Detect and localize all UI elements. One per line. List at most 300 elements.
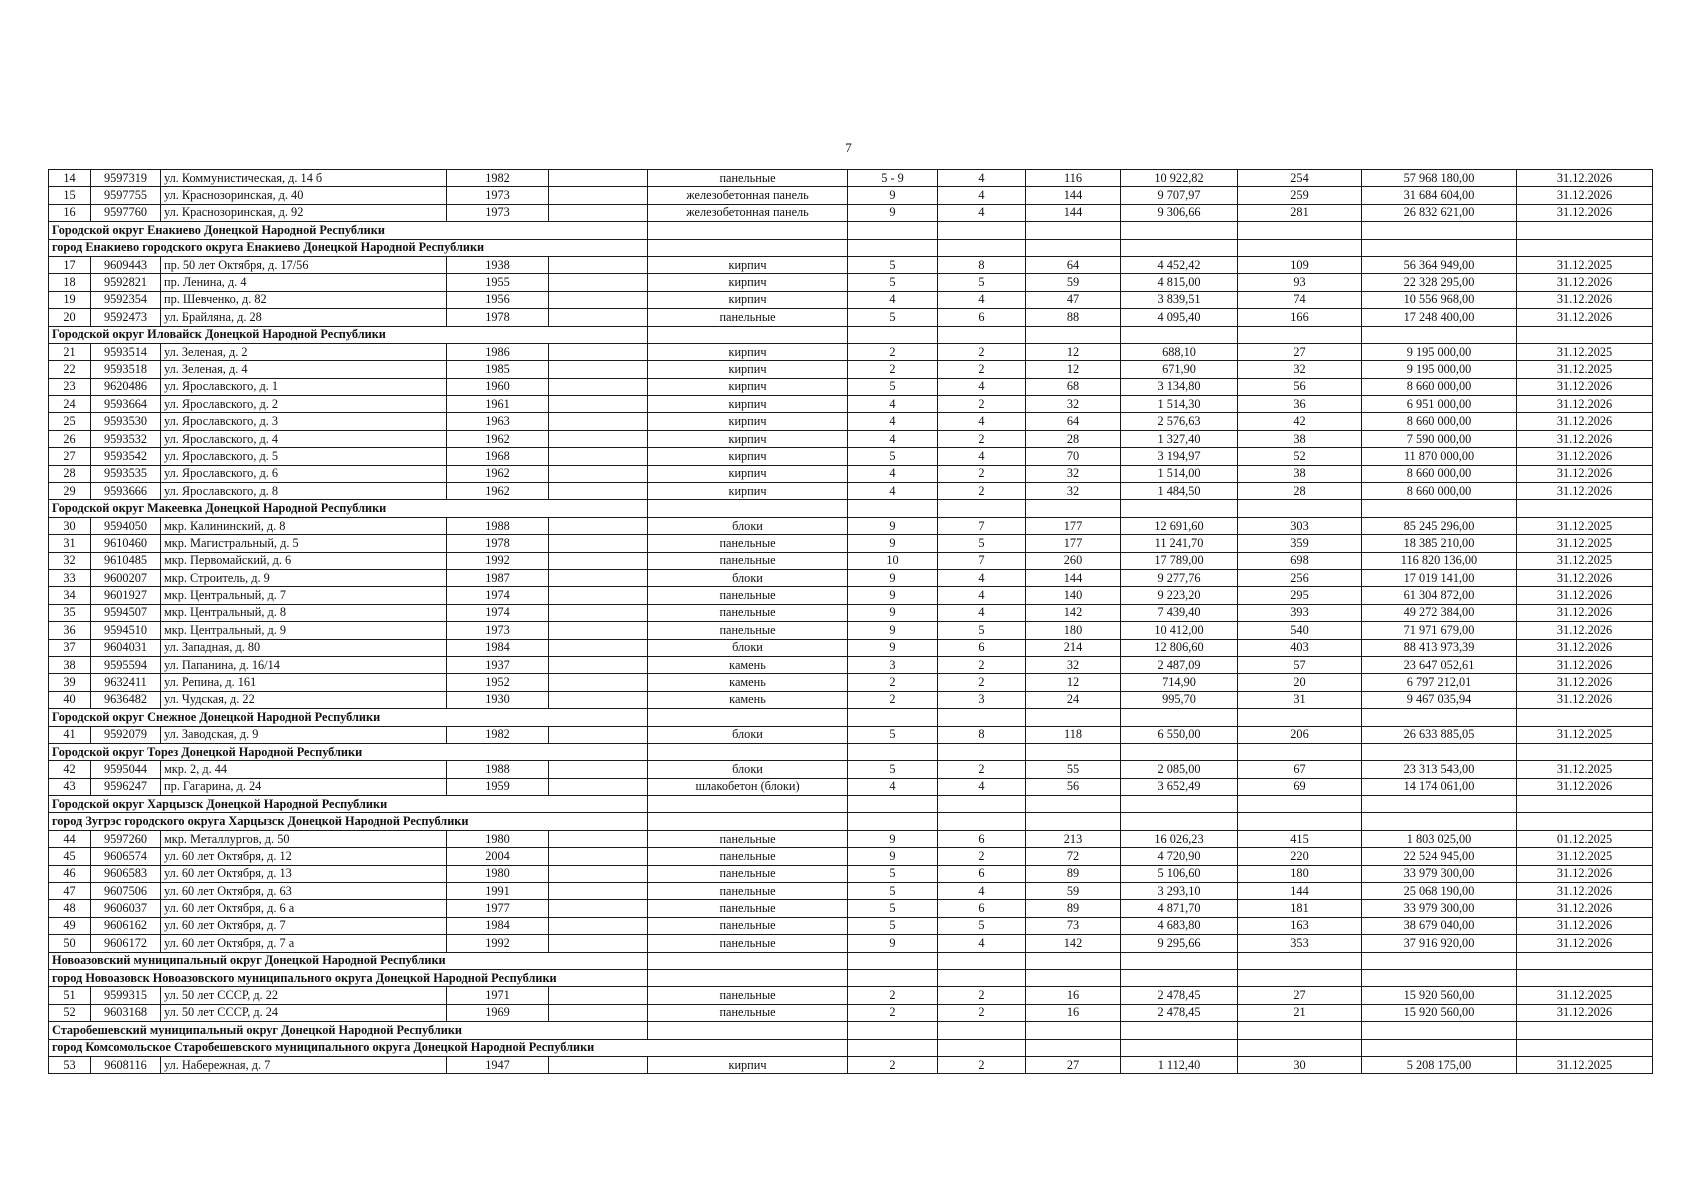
residents-cell: 38 xyxy=(1238,465,1362,482)
cost-cell: 6 951 000,00 xyxy=(1362,396,1517,413)
area-cell: 4 452,42 xyxy=(1121,256,1238,273)
section-title: город Новоазовск Новоазовского муниципального округа Донецкой Народной Республики xyxy=(49,969,648,986)
address-cell: мкр. Металлургов, д. 50 xyxy=(161,830,447,847)
year-built-cell: 1992 xyxy=(447,552,549,569)
year-built-cell: 1963 xyxy=(447,413,549,430)
empty-cell xyxy=(1517,1022,1653,1039)
year-built-cell: 1968 xyxy=(447,448,549,465)
residents-cell: 220 xyxy=(1238,848,1362,865)
row-number-cell: 25 xyxy=(49,413,91,430)
cost-cell: 8 660 000,00 xyxy=(1362,483,1517,500)
object-id-cell: 9610460 xyxy=(91,535,161,552)
area-cell: 688,10 xyxy=(1121,343,1238,360)
residents-cell: 259 xyxy=(1238,187,1362,204)
empty-cell xyxy=(1362,743,1517,760)
area-cell: 11 241,70 xyxy=(1121,535,1238,552)
table-row xyxy=(49,535,1653,552)
address-cell: мкр. Калининский, д. 8 xyxy=(161,517,447,534)
empty-cell xyxy=(1362,239,1517,256)
residents-cell: 393 xyxy=(1238,604,1362,621)
residents-cell: 166 xyxy=(1238,309,1362,326)
blank-cell xyxy=(549,309,648,326)
cost-cell: 31 684 604,00 xyxy=(1362,187,1517,204)
empty-cell xyxy=(938,796,1026,813)
empty-cell xyxy=(848,1039,938,1056)
row-number-cell: 43 xyxy=(49,778,91,795)
entrances-cell: 2 xyxy=(938,1004,1026,1021)
floors-cell: 4 xyxy=(848,396,938,413)
apartments-cell: 12 xyxy=(1026,361,1121,378)
cost-cell: 17 019 141,00 xyxy=(1362,569,1517,586)
entrances-cell: 2 xyxy=(938,674,1026,691)
deadline-cell: 31.12.2026 xyxy=(1517,639,1653,656)
year-built-cell: 1988 xyxy=(447,517,549,534)
empty-cell xyxy=(848,796,938,813)
residents-cell: 42 xyxy=(1238,413,1362,430)
wall-material-cell: кирпич xyxy=(648,396,848,413)
wall-material-cell: панельные xyxy=(648,535,848,552)
deadline-cell: 31.12.2026 xyxy=(1517,448,1653,465)
floors-cell: 9 xyxy=(848,604,938,621)
object-id-cell: 9599315 xyxy=(91,987,161,1004)
apartments-cell: 55 xyxy=(1026,761,1121,778)
section-row xyxy=(49,1022,1653,1039)
floors-cell: 5 xyxy=(848,761,938,778)
row-number-cell: 14 xyxy=(49,170,91,187)
residents-cell: 21 xyxy=(1238,1004,1362,1021)
area-cell: 9 295,66 xyxy=(1121,935,1238,952)
apartments-cell: 180 xyxy=(1026,622,1121,639)
empty-cell xyxy=(1517,969,1653,986)
blank-cell xyxy=(549,204,648,221)
object-id-cell: 9606574 xyxy=(91,848,161,865)
empty-cell xyxy=(1026,969,1121,986)
residents-cell: 256 xyxy=(1238,569,1362,586)
cost-cell: 38 679 040,00 xyxy=(1362,917,1517,934)
blank-cell xyxy=(549,343,648,360)
wall-material-cell: камень xyxy=(648,674,848,691)
empty-cell xyxy=(1121,1022,1238,1039)
deadline-cell: 31.12.2026 xyxy=(1517,378,1653,395)
blank-cell xyxy=(549,361,648,378)
apartments-cell: 32 xyxy=(1026,396,1121,413)
deadline-cell: 31.12.2025 xyxy=(1517,761,1653,778)
table-row xyxy=(49,274,1653,291)
section-row xyxy=(49,326,1653,343)
address-cell: ул. Зеленая, д. 4 xyxy=(161,361,447,378)
entrances-cell: 2 xyxy=(938,430,1026,447)
section-row xyxy=(49,239,1653,256)
empty-cell xyxy=(1238,813,1362,830)
residents-cell: 109 xyxy=(1238,256,1362,273)
residents-cell: 540 xyxy=(1238,622,1362,639)
entrances-cell: 4 xyxy=(938,291,1026,308)
area-cell: 3 293,10 xyxy=(1121,883,1238,900)
deadline-cell: 31.12.2026 xyxy=(1517,778,1653,795)
apartments-cell: 144 xyxy=(1026,204,1121,221)
cost-cell: 8 660 000,00 xyxy=(1362,465,1517,482)
deadline-cell: 31.12.2026 xyxy=(1517,900,1653,917)
wall-material-cell: камень xyxy=(648,656,848,673)
address-cell: мкр. 2, д. 44 xyxy=(161,761,447,778)
apartments-cell: 12 xyxy=(1026,343,1121,360)
section-title: Старобешевский муниципальный округ Донецкой Народной Республики xyxy=(49,1022,648,1039)
deadline-cell: 31.12.2026 xyxy=(1517,865,1653,882)
object-id-cell: 9593664 xyxy=(91,396,161,413)
apartments-cell: 16 xyxy=(1026,987,1121,1004)
table-body xyxy=(49,170,1653,1074)
object-id-cell: 9593666 xyxy=(91,483,161,500)
cost-cell: 49 272 384,00 xyxy=(1362,604,1517,621)
empty-cell xyxy=(1238,1039,1362,1056)
wall-material-cell: блоки xyxy=(648,761,848,778)
section-title: город Енакиево городского округа Енакиево Донецкой Народной Республики xyxy=(49,239,648,256)
entrances-cell: 5 xyxy=(938,274,1026,291)
residents-cell: 698 xyxy=(1238,552,1362,569)
object-id-cell: 9597760 xyxy=(91,204,161,221)
address-cell: мкр. Магистральный, д. 5 xyxy=(161,535,447,552)
blank-cell xyxy=(549,691,648,708)
section-title: Новоазовский муниципальный округ Донецкой Народной Республики xyxy=(49,952,648,969)
residents-cell: 30 xyxy=(1238,1056,1362,1073)
empty-cell xyxy=(648,969,848,986)
empty-cell xyxy=(1026,952,1121,969)
deadline-cell: 31.12.2026 xyxy=(1517,413,1653,430)
empty-cell xyxy=(1362,796,1517,813)
floors-cell: 4 xyxy=(848,291,938,308)
object-id-cell: 9596247 xyxy=(91,778,161,795)
row-number-cell: 30 xyxy=(49,517,91,534)
entrances-cell: 2 xyxy=(938,465,1026,482)
address-cell: ул. 60 лет Октября, д. 13 xyxy=(161,865,447,882)
floors-cell: 5 xyxy=(848,917,938,934)
empty-cell xyxy=(1026,1039,1121,1056)
deadline-cell: 31.12.2026 xyxy=(1517,309,1653,326)
empty-cell xyxy=(1362,222,1517,239)
deadline-cell: 31.12.2026 xyxy=(1517,674,1653,691)
empty-cell xyxy=(1517,222,1653,239)
area-cell: 3 194,97 xyxy=(1121,448,1238,465)
area-cell: 2 478,45 xyxy=(1121,987,1238,1004)
year-built-cell: 1938 xyxy=(447,256,549,273)
section-title: город Комсомольское Старобешевского муниципального округа Донецкой Народной Республики xyxy=(49,1039,848,1056)
area-cell: 4 871,70 xyxy=(1121,900,1238,917)
year-built-cell: 1973 xyxy=(447,187,549,204)
object-id-cell: 9597319 xyxy=(91,170,161,187)
deadline-cell: 31.12.2025 xyxy=(1517,517,1653,534)
residents-cell: 57 xyxy=(1238,656,1362,673)
year-built-cell: 1955 xyxy=(447,274,549,291)
residents-cell: 74 xyxy=(1238,291,1362,308)
entrances-cell: 6 xyxy=(938,830,1026,847)
table-row xyxy=(49,587,1653,604)
address-cell: ул. Краснозоринская, д. 40 xyxy=(161,187,447,204)
wall-material-cell: кирпич xyxy=(648,1056,848,1073)
apartments-cell: 177 xyxy=(1026,535,1121,552)
object-id-cell: 9636482 xyxy=(91,691,161,708)
table-row xyxy=(49,830,1653,847)
year-built-cell: 1962 xyxy=(447,430,549,447)
apartments-cell: 16 xyxy=(1026,1004,1121,1021)
object-id-cell: 9592821 xyxy=(91,274,161,291)
object-id-cell: 9607506 xyxy=(91,883,161,900)
blank-cell xyxy=(549,274,648,291)
empty-cell xyxy=(1121,1039,1238,1056)
floors-cell: 9 xyxy=(848,622,938,639)
empty-cell xyxy=(1026,1022,1121,1039)
cost-cell: 5 208 175,00 xyxy=(1362,1056,1517,1073)
blank-cell xyxy=(549,987,648,1004)
cost-cell: 37 916 920,00 xyxy=(1362,935,1517,952)
floors-cell: 2 xyxy=(848,343,938,360)
table-row xyxy=(49,1056,1653,1073)
row-number-cell: 52 xyxy=(49,1004,91,1021)
blank-cell xyxy=(549,674,648,691)
section-title: Городской округ Харцызск Донецкой Народной Республики xyxy=(49,796,648,813)
address-cell: пр. Ленина, д. 4 xyxy=(161,274,447,291)
wall-material-cell: панельные xyxy=(648,883,848,900)
wall-material-cell: панельные xyxy=(648,917,848,934)
floors-cell: 9 xyxy=(848,935,938,952)
entrances-cell: 2 xyxy=(938,361,1026,378)
blank-cell xyxy=(549,552,648,569)
apartments-cell: 89 xyxy=(1026,900,1121,917)
year-built-cell: 1930 xyxy=(447,691,549,708)
floors-cell: 5 xyxy=(848,865,938,882)
residents-cell: 415 xyxy=(1238,830,1362,847)
floors-cell: 2 xyxy=(848,674,938,691)
year-built-cell: 1974 xyxy=(447,587,549,604)
area-cell: 714,90 xyxy=(1121,674,1238,691)
row-number-cell: 47 xyxy=(49,883,91,900)
blank-cell xyxy=(549,622,648,639)
object-id-cell: 9601927 xyxy=(91,587,161,604)
address-cell: ул. 50 лет СССР, д. 22 xyxy=(161,987,447,1004)
residents-cell: 27 xyxy=(1238,987,1362,1004)
residents-cell: 181 xyxy=(1238,900,1362,917)
table-row xyxy=(49,761,1653,778)
wall-material-cell: панельные xyxy=(648,830,848,847)
page-number: 7 xyxy=(845,140,852,155)
object-id-cell: 9597260 xyxy=(91,830,161,847)
cost-cell: 33 979 300,00 xyxy=(1362,900,1517,917)
cost-cell: 9 195 000,00 xyxy=(1362,343,1517,360)
address-cell: ул. Краснозоринская, д. 92 xyxy=(161,204,447,221)
apartments-cell: 144 xyxy=(1026,569,1121,586)
empty-cell xyxy=(1121,969,1238,986)
empty-cell xyxy=(1238,796,1362,813)
apartments-cell: 116 xyxy=(1026,170,1121,187)
address-cell: ул. 50 лет СССР, д. 24 xyxy=(161,1004,447,1021)
table-row xyxy=(49,552,1653,569)
entrances-cell: 4 xyxy=(938,170,1026,187)
apartments-cell: 260 xyxy=(1026,552,1121,569)
empty-cell xyxy=(848,813,938,830)
floors-cell: 5 xyxy=(848,256,938,273)
cost-cell: 9 467 035,94 xyxy=(1362,691,1517,708)
floors-cell: 4 xyxy=(848,778,938,795)
entrances-cell: 7 xyxy=(938,552,1026,569)
year-built-cell: 1984 xyxy=(447,917,549,934)
deadline-cell: 31.12.2026 xyxy=(1517,917,1653,934)
residents-cell: 163 xyxy=(1238,917,1362,934)
row-number-cell: 26 xyxy=(49,430,91,447)
entrances-cell: 3 xyxy=(938,691,1026,708)
floors-cell: 2 xyxy=(848,691,938,708)
wall-material-cell: кирпич xyxy=(648,413,848,430)
empty-cell xyxy=(848,952,938,969)
apartments-cell: 12 xyxy=(1026,674,1121,691)
address-cell: ул. Репина, д. 161 xyxy=(161,674,447,691)
entrances-cell: 4 xyxy=(938,413,1026,430)
year-built-cell: 1952 xyxy=(447,674,549,691)
residents-cell: 254 xyxy=(1238,170,1362,187)
floors-cell: 3 xyxy=(848,656,938,673)
object-id-cell: 9593530 xyxy=(91,413,161,430)
table-row xyxy=(49,1004,1653,1021)
year-built-cell: 2004 xyxy=(447,848,549,865)
empty-cell xyxy=(848,222,938,239)
empty-cell xyxy=(1517,1039,1653,1056)
cost-cell: 11 870 000,00 xyxy=(1362,448,1517,465)
year-built-cell: 1973 xyxy=(447,622,549,639)
blank-cell xyxy=(549,291,648,308)
area-cell: 5 106,60 xyxy=(1121,865,1238,882)
empty-cell xyxy=(1517,326,1653,343)
object-id-cell: 9593518 xyxy=(91,361,161,378)
empty-cell xyxy=(1121,222,1238,239)
table-row xyxy=(49,413,1653,430)
blank-cell xyxy=(549,170,648,187)
table-row xyxy=(49,361,1653,378)
area-cell: 4 720,90 xyxy=(1121,848,1238,865)
apartments-cell: 140 xyxy=(1026,587,1121,604)
area-cell: 9 707,97 xyxy=(1121,187,1238,204)
address-cell: ул. Зеленая, д. 2 xyxy=(161,343,447,360)
cost-cell: 33 979 300,00 xyxy=(1362,865,1517,882)
empty-cell xyxy=(938,709,1026,726)
year-built-cell: 1991 xyxy=(447,883,549,900)
apartments-cell: 68 xyxy=(1026,378,1121,395)
table-row xyxy=(49,396,1653,413)
wall-material-cell: блоки xyxy=(648,569,848,586)
address-cell: ул. Ярославского, д. 1 xyxy=(161,378,447,395)
address-cell: ул. 60 лет Октября, д. 7 xyxy=(161,917,447,934)
object-id-cell: 9595594 xyxy=(91,656,161,673)
empty-cell xyxy=(938,1022,1026,1039)
row-number-cell: 39 xyxy=(49,674,91,691)
entrances-cell: 4 xyxy=(938,448,1026,465)
empty-cell xyxy=(648,813,848,830)
object-id-cell: 9592079 xyxy=(91,726,161,743)
deadline-cell: 31.12.2026 xyxy=(1517,465,1653,482)
cost-cell: 26 832 621,00 xyxy=(1362,204,1517,221)
empty-cell xyxy=(648,796,848,813)
object-id-cell: 9604031 xyxy=(91,639,161,656)
area-cell: 1 484,50 xyxy=(1121,483,1238,500)
empty-cell xyxy=(938,239,1026,256)
section-row xyxy=(49,709,1653,726)
apartments-cell: 64 xyxy=(1026,413,1121,430)
table-row xyxy=(49,569,1653,586)
empty-cell xyxy=(1362,1039,1517,1056)
table-row xyxy=(49,917,1653,934)
area-cell: 2 576,63 xyxy=(1121,413,1238,430)
deadline-cell: 31.12.2026 xyxy=(1517,1004,1653,1021)
empty-cell xyxy=(1026,813,1121,830)
object-id-cell: 9606162 xyxy=(91,917,161,934)
area-cell: 2 478,45 xyxy=(1121,1004,1238,1021)
residents-cell: 403 xyxy=(1238,639,1362,656)
address-cell: ул. Ярославского, д. 4 xyxy=(161,430,447,447)
blank-cell xyxy=(549,778,648,795)
entrances-cell: 4 xyxy=(938,204,1026,221)
address-cell: ул. 60 лет Октября, д. 63 xyxy=(161,883,447,900)
floors-cell: 2 xyxy=(848,1056,938,1073)
wall-material-cell: блоки xyxy=(648,517,848,534)
area-cell: 3 839,51 xyxy=(1121,291,1238,308)
cost-cell: 15 920 560,00 xyxy=(1362,987,1517,1004)
empty-cell xyxy=(1362,952,1517,969)
empty-cell xyxy=(1026,743,1121,760)
row-number-cell: 17 xyxy=(49,256,91,273)
empty-cell xyxy=(1517,796,1653,813)
empty-cell xyxy=(1026,326,1121,343)
section-title: город Зугрэс городского округа Харцызск Донецкой Народной Республики xyxy=(49,813,648,830)
empty-cell xyxy=(1362,500,1517,517)
section-row xyxy=(49,743,1653,760)
year-built-cell: 1971 xyxy=(447,987,549,1004)
deadline-cell: 31.12.2025 xyxy=(1517,987,1653,1004)
deadline-cell: 31.12.2026 xyxy=(1517,291,1653,308)
blank-cell xyxy=(549,1056,648,1073)
apartments-cell: 59 xyxy=(1026,274,1121,291)
floors-cell: 9 xyxy=(848,517,938,534)
empty-cell xyxy=(1238,952,1362,969)
empty-cell xyxy=(938,743,1026,760)
wall-material-cell: кирпич xyxy=(648,343,848,360)
year-built-cell: 1962 xyxy=(447,483,549,500)
entrances-cell: 6 xyxy=(938,639,1026,656)
empty-cell xyxy=(1362,1022,1517,1039)
entrances-cell: 6 xyxy=(938,309,1026,326)
empty-cell xyxy=(1362,969,1517,986)
area-cell: 1 514,30 xyxy=(1121,396,1238,413)
year-built-cell: 1982 xyxy=(447,726,549,743)
wall-material-cell: блоки xyxy=(648,639,848,656)
apartments-cell: 59 xyxy=(1026,883,1121,900)
empty-cell xyxy=(1517,709,1653,726)
empty-cell xyxy=(848,326,938,343)
address-cell: ул. Ярославского, д. 5 xyxy=(161,448,447,465)
entrances-cell: 4 xyxy=(938,569,1026,586)
apartments-cell: 73 xyxy=(1026,917,1121,934)
year-built-cell: 1980 xyxy=(447,865,549,882)
apartments-cell: 24 xyxy=(1026,691,1121,708)
wall-material-cell: панельные xyxy=(648,1004,848,1021)
apartments-cell: 89 xyxy=(1026,865,1121,882)
floors-cell: 2 xyxy=(848,361,938,378)
wall-material-cell: кирпич xyxy=(648,483,848,500)
deadline-cell: 31.12.2026 xyxy=(1517,396,1653,413)
address-cell: пр. Гагарина, д. 24 xyxy=(161,778,447,795)
floors-cell: 5 xyxy=(848,378,938,395)
blank-cell xyxy=(549,761,648,778)
apartments-cell: 214 xyxy=(1026,639,1121,656)
object-id-cell: 9592473 xyxy=(91,309,161,326)
apartments-cell: 32 xyxy=(1026,656,1121,673)
address-cell: ул. Заводская, д. 9 xyxy=(161,726,447,743)
